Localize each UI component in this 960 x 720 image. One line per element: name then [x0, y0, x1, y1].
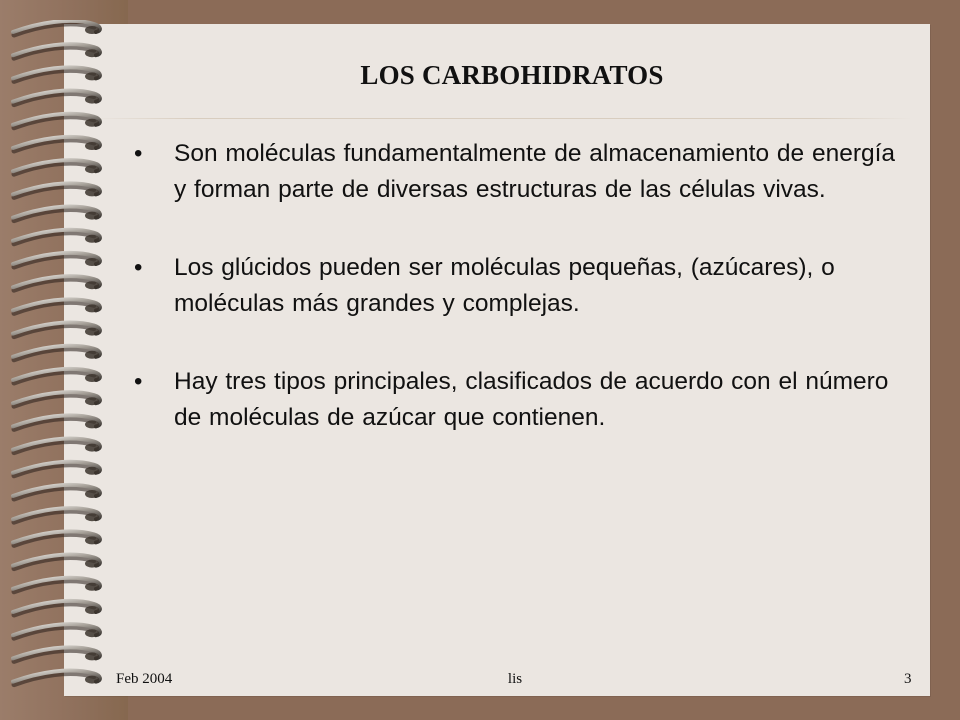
punch-hole-icon: [85, 212, 99, 220]
slide-title: LOS CARBOHIDRATOS: [360, 60, 664, 90]
punch-hole-icon: [85, 606, 99, 614]
bullet-text: Hay tres tipos principales, clasificados de acuerdo con el número de moléculas de azúcar que contienen.: [174, 368, 889, 431]
footer-page-number: 3: [904, 671, 912, 687]
punch-hole-icon: [85, 351, 99, 359]
punch-hole-icon: [85, 96, 99, 104]
bullet-icon: •: [134, 254, 143, 281]
punch-hole-icon: [85, 652, 99, 660]
punch-hole-icon: [85, 467, 99, 475]
title-divider: [94, 118, 912, 119]
punch-hole-icon: [85, 397, 99, 405]
punch-hole-icon: [85, 420, 99, 428]
spiral-binding-icon: [8, 20, 108, 700]
footer-author: lis: [507, 671, 523, 687]
list-item: [120, 136, 900, 208]
punch-hole-icon: [85, 513, 99, 521]
punch-hole-icon: [85, 304, 99, 312]
punch-hole-icon: [85, 490, 99, 498]
punch-hole-icon: [85, 444, 99, 452]
punch-hole-icon: [85, 328, 99, 336]
punch-hole-icon: [85, 281, 99, 289]
punch-hole-icon: [85, 165, 99, 173]
list-item: [120, 250, 900, 322]
punch-hole-icon: [85, 629, 99, 637]
bullet-text: Los glúcidos pueden ser moléculas pequeñas, (azúcares), o moléculas más grandes y complejas.: [174, 254, 835, 317]
bullet-icon: •: [134, 368, 143, 395]
punch-hole-icon: [85, 583, 99, 591]
punch-hole-icon: [85, 142, 99, 150]
list-item: [120, 364, 900, 436]
bullet-list: [120, 136, 900, 478]
punch-hole-icon: [85, 560, 99, 568]
punch-hole-icon: [85, 258, 99, 266]
punch-hole-icon: [85, 374, 99, 382]
bullet-text: Son moléculas fundamentalmente de almacenamiento de energía y forman parte de diversas estructuras de las células vivas.: [174, 140, 896, 203]
punch-hole-icon: [85, 26, 99, 34]
bullet-icon: •: [134, 140, 143, 167]
punch-hole-icon: [85, 49, 99, 57]
punch-hole-icon: [85, 188, 99, 196]
punch-hole-icon: [85, 536, 99, 544]
punch-hole-icon: [85, 119, 99, 127]
punch-hole-icon: [85, 235, 99, 243]
footer-date: Feb 2004: [116, 671, 173, 687]
